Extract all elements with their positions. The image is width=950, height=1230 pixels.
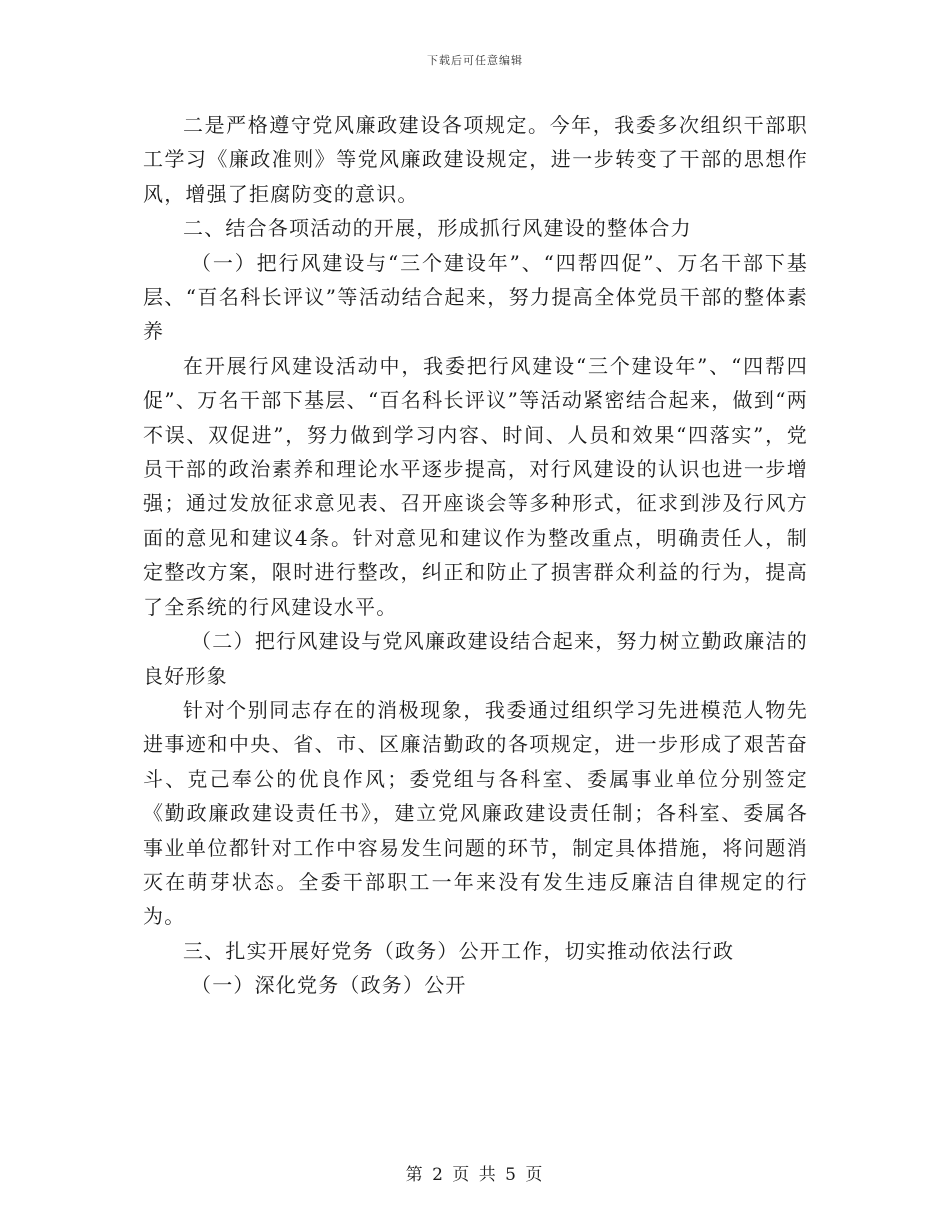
subsection-heading-2-2: （二）把行风建设与党风廉政建设结合起来，努力树立勤政廉洁的良好形象 <box>143 629 808 688</box>
subsection-heading-3-1: （一）深化党务（政务）公开 <box>191 973 467 998</box>
page-header: 下载后可任意编辑 <box>427 54 523 67</box>
section-heading-two: 二、结合各项活动的开展，形成抓行风建设的整体合力 <box>183 216 692 241</box>
subsection-heading-2-1: （一）把行风建设与“三个建设年”、“四帮四促”、万名干部下基层、“百名科长评议”等活动结合起来，努力提高全体党员干部的整体素养 <box>143 250 808 344</box>
section-heading-three: 三、扎实开展好党务（政务）公开工作，切实推动依法行政 <box>183 938 735 963</box>
paragraph-integrity: 针对个别同志存在的消极现象，我委通过组织学习先进模范人物先进事迹和中央、省、市、区廉洁勤政的各项规定，进一步形成了艰苦奋斗、克己奉公的优良作风；委党组与各科室、委属事业单位分别签定《勤政廉政建设责任书》，建立党风廉政建设责任制；各科室、委属各事业单位都针对工作中容易发生问题的环节，制定具体措施，将问题消灭在萌芽状态。全委干部职工一年来没有发生违反廉洁自律规定的行为。 <box>143 697 808 929</box>
page-number-footer: 第 2 页 共 5 页 <box>405 1165 545 1185</box>
paragraph-activities: 在开展行风建设活动中，我委把行风建设“三个建设年”、“四帮四促”、万名干部下基层、“百名科长评议”等活动紧密结合起来，做到“两不误、双促进”，努力做到学习内容、时间、人员和效果“四落实”，党员干部的政治素养和理论水平逐步提高，对行风建设的认识也进一步增强；通过发放征求意见表、召开座谈会等多种形式，征求到涉及行风方面的意见和建议4条。针对意见和建议作为整改重点，明确责任人，制定整改方案，限时进行整改，纠正和防止了损害群众利益的行为，提高了全系统的行风建设水平。 <box>143 353 808 619</box>
paragraph-party-discipline: 二是严格遵守党风廉政建设各项规定。今年，我委多次组织干部职工学习《廉政准则》等党风廉政建设规定，进一步转变了干部的思想作风，增强了拒腐防变的意识。 <box>143 113 808 206</box>
document-body <box>143 108 808 1003</box>
